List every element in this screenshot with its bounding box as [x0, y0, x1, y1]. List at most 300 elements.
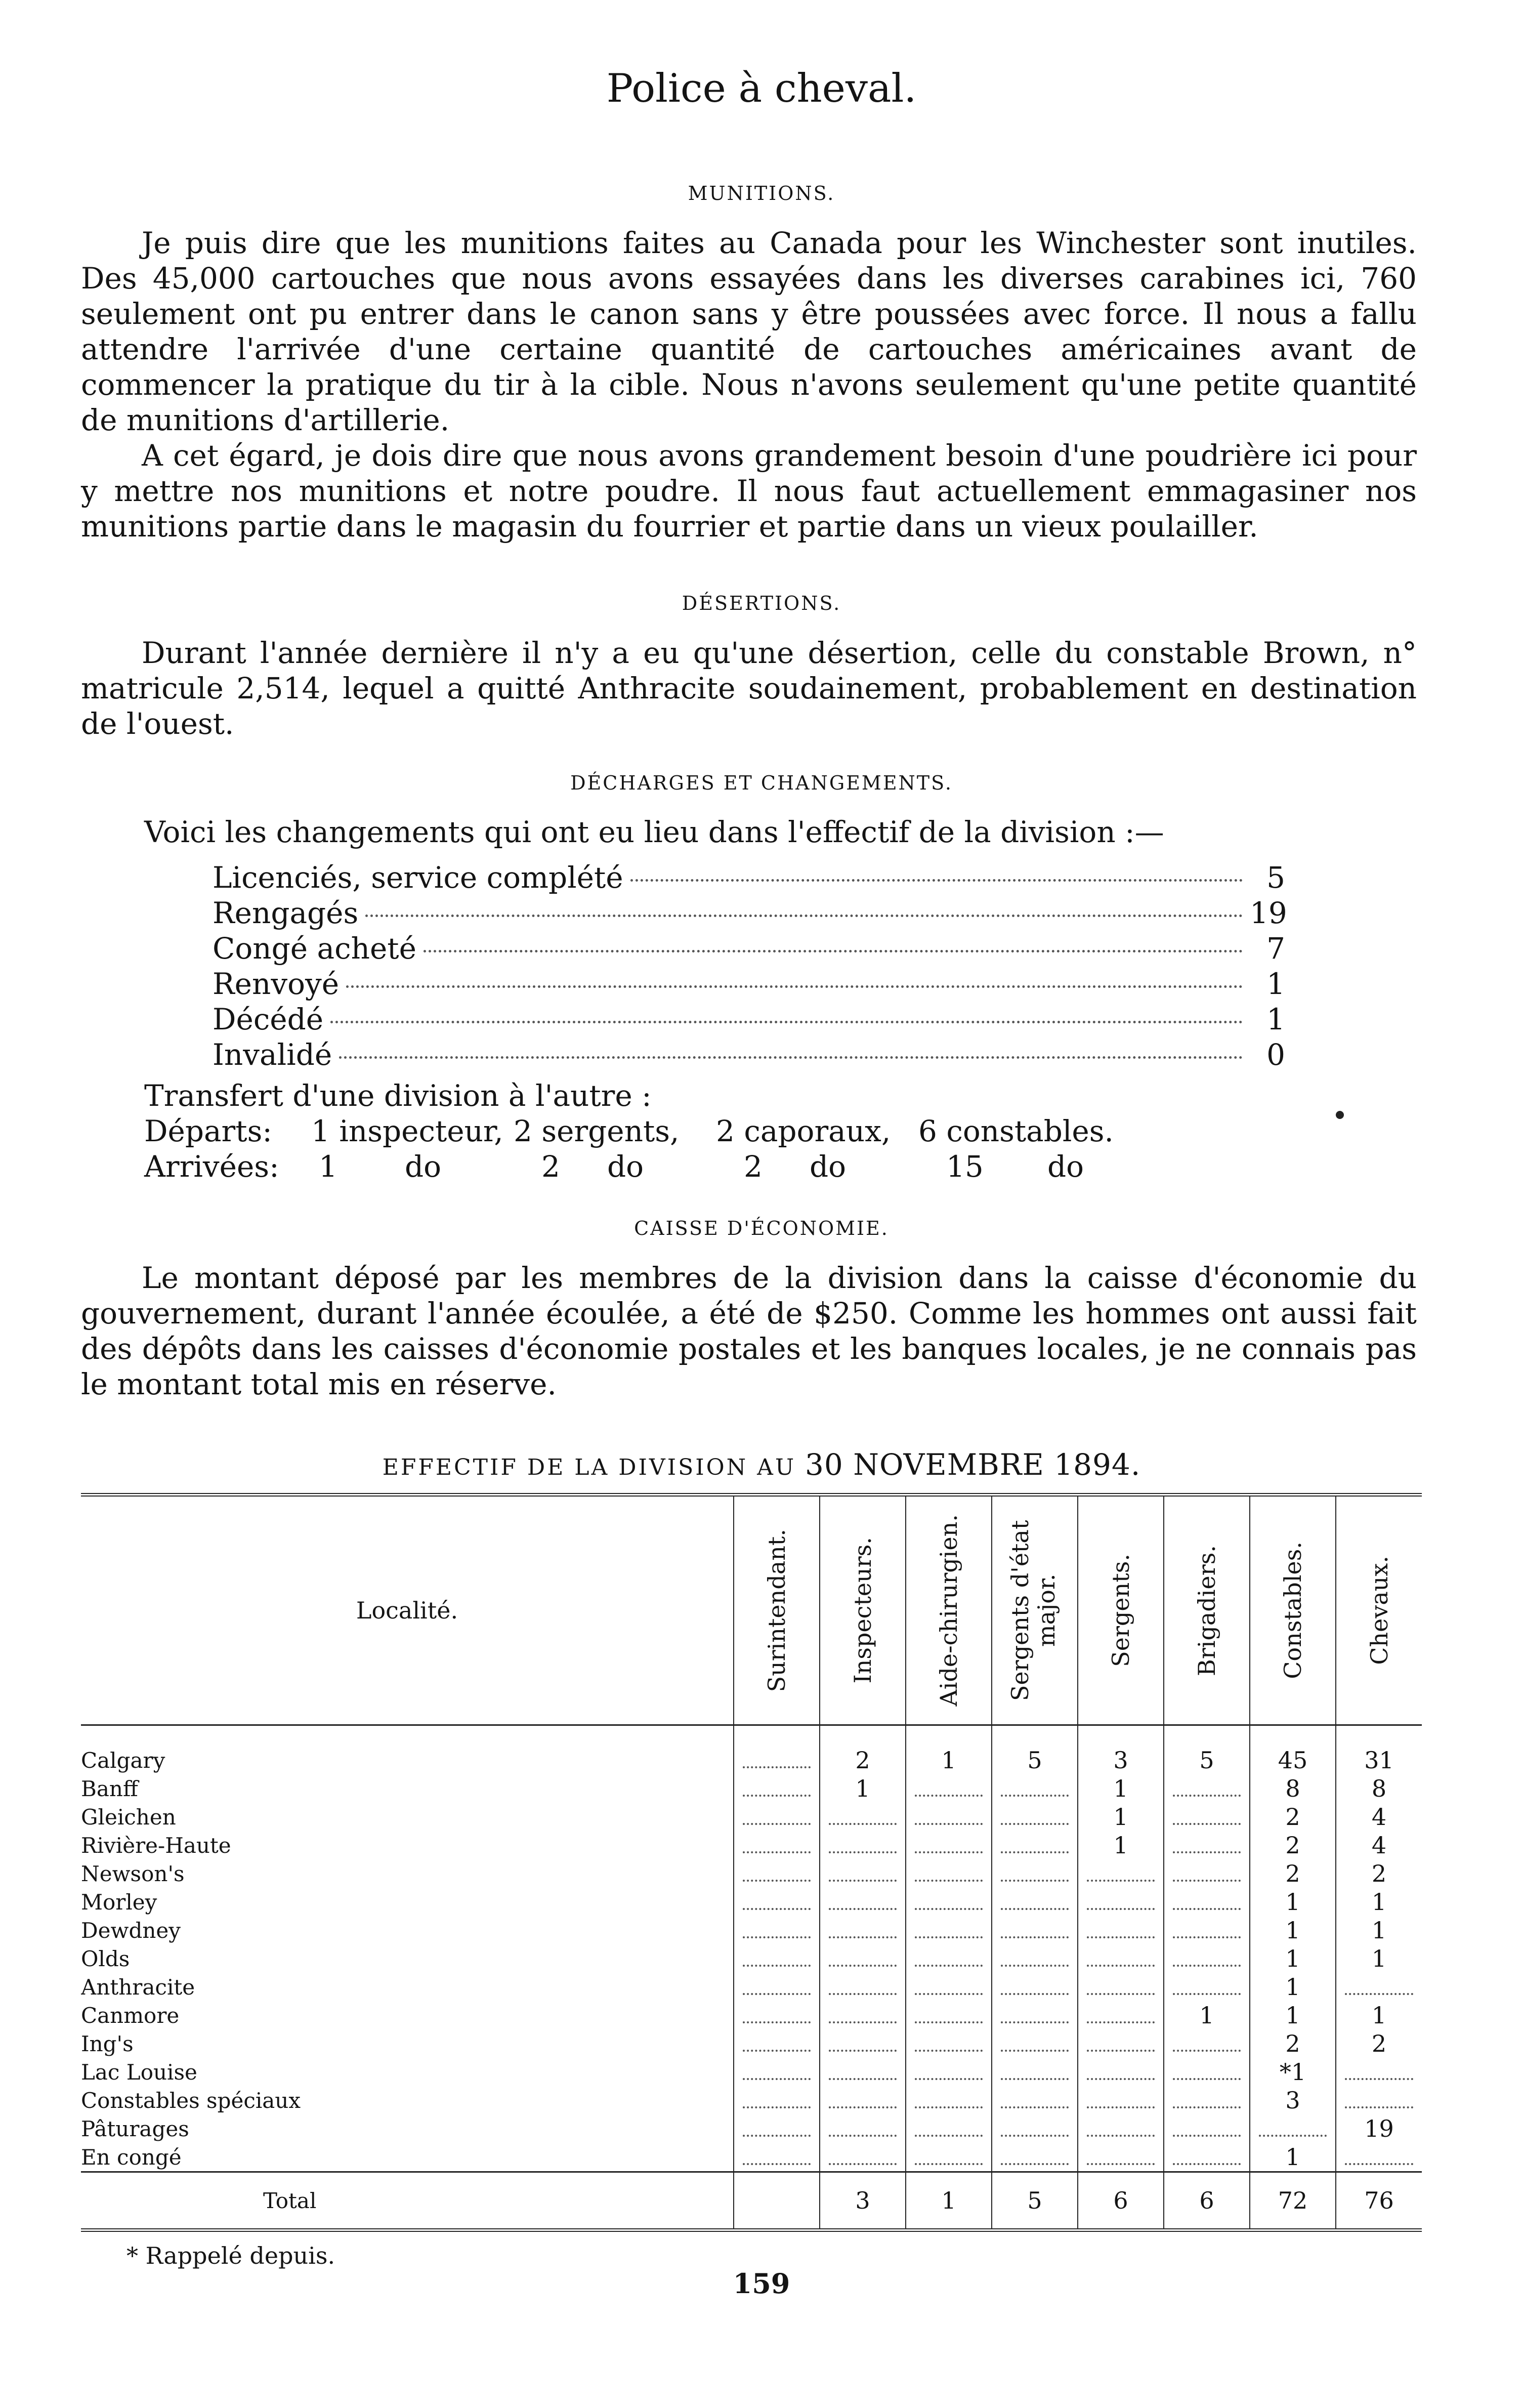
empty-cell — [734, 2058, 820, 2086]
leader-dots — [339, 1056, 1243, 1059]
empty-cell — [906, 1803, 992, 1831]
change-label: Licenciés, service complété — [213, 860, 623, 895]
column-header — [1078, 1495, 1164, 1725]
leader-dots — [1001, 1993, 1069, 1995]
leader-dots — [743, 2078, 811, 2080]
locality-cell: Dewdney — [81, 1918, 181, 1943]
locality-cell: Calgary — [81, 1748, 165, 1773]
leader-dots — [915, 1936, 983, 1938]
arrivees-item: do — [810, 1149, 847, 1184]
value-cell: 3 — [1078, 1725, 1164, 1775]
leader-dots — [915, 2078, 983, 2080]
leader-dots — [1345, 1993, 1413, 1995]
change-value: 7 — [1266, 931, 1285, 966]
empty-cell — [992, 2001, 1078, 2029]
leader-dots — [829, 2106, 897, 2108]
leader-dots — [1173, 1795, 1241, 1797]
table-row — [81, 1831, 1422, 1859]
page-number: 159 — [733, 2267, 790, 2300]
empty-cell — [734, 2143, 820, 2172]
departs-item: 1 inspecteur, — [311, 1114, 503, 1148]
leader-dots — [829, 2163, 897, 2165]
empty-cell — [992, 2058, 1078, 2086]
arrivees-item: 2 — [744, 1149, 763, 1184]
leader-dots — [915, 2021, 983, 2023]
leader-dots — [1345, 2163, 1413, 2165]
empty-cell — [734, 1944, 820, 1973]
leader-dots — [915, 2050, 983, 2052]
section-heading-munitions: MUNITIONS. — [688, 182, 835, 204]
table-row — [81, 1774, 1422, 1803]
value-cell: 5 — [992, 1725, 1078, 1775]
table-row — [81, 1888, 1422, 1916]
table-row — [81, 1916, 1422, 1944]
leader-dots — [743, 2135, 811, 2137]
empty-cell — [1336, 2086, 1422, 2114]
leader-dots — [915, 1908, 983, 1910]
change-value: 1 — [1266, 967, 1285, 1001]
arrivees-item: do — [405, 1149, 442, 1184]
leader-dots — [829, 2135, 897, 2137]
empty-cell — [820, 1803, 906, 1831]
empty-cell — [1164, 1774, 1250, 1803]
empty-cell — [820, 2114, 906, 2143]
munitions-text — [81, 225, 1417, 544]
empty-cell — [1164, 1831, 1250, 1859]
leader-dots — [829, 1880, 897, 1882]
locality-cell: Gleichen — [81, 1804, 176, 1830]
column-header-label: Brigadiers. — [1193, 1545, 1220, 1676]
empty-cell — [734, 2001, 820, 2029]
empty-cell — [1164, 1888, 1250, 1916]
value-cell: 1 — [1336, 1916, 1422, 1944]
arrivees-item: do — [607, 1149, 644, 1184]
table-row — [81, 1803, 1422, 1831]
column-header-label: Sergents. — [1107, 1554, 1134, 1667]
total-cell: 3 — [820, 2172, 906, 2230]
change-value: 1 — [1266, 1002, 1285, 1036]
table-title-date: 30 NOVEMBRE 1894. — [805, 1447, 1141, 1482]
empty-cell — [734, 1725, 820, 1775]
change-value: 5 — [1266, 860, 1285, 895]
value-cell: 2 — [1250, 1859, 1336, 1888]
empty-cell — [1078, 2029, 1164, 2058]
departs-label: Départs: — [144, 1114, 272, 1148]
leader-dots — [829, 1851, 897, 1853]
empty-cell — [820, 1973, 906, 2001]
change-row — [213, 967, 1285, 1002]
total-cell: 6 — [1078, 2172, 1164, 2230]
empty-cell — [906, 2001, 992, 2029]
leader-dots — [915, 1880, 983, 1882]
leader-dots — [1173, 1908, 1241, 1910]
table-row — [81, 2114, 1422, 2143]
page-title: Police à cheval. — [606, 66, 917, 111]
column-header-label: Constables. — [1279, 1542, 1306, 1679]
column-header — [734, 1495, 820, 1725]
leader-dots — [1001, 1908, 1069, 1910]
empty-cell — [1164, 2086, 1250, 2114]
value-cell: 45 — [1250, 1725, 1336, 1775]
column-header-label: Aide-chirurgien. — [935, 1514, 962, 1707]
leader-dots — [743, 2106, 811, 2108]
leader-dots — [915, 1851, 983, 1853]
change-row — [213, 860, 1285, 896]
arrivees-item: do — [1047, 1149, 1084, 1184]
section-heading-decharges: DÉCHARGES ET CHANGEMENTS. — [570, 772, 953, 794]
leader-dots — [1001, 1823, 1069, 1825]
locality-cell: Constables spéciaux — [81, 2088, 301, 2113]
desertions-paragraph: Durant l'année dernière il n'y a eu qu'une désertion, celle du constable Brown, n° matricule 2,514, lequel a quitté Anthracite soudainement, probablement en destination de l'ouest. — [81, 636, 1417, 741]
leader-dots — [829, 1908, 897, 1910]
leader-dots — [915, 2163, 983, 2165]
leader-dots — [1087, 1880, 1155, 1882]
total-cell: 72 — [1250, 2172, 1336, 2230]
leader-dots — [1001, 1880, 1069, 1882]
change-label: Congé acheté — [213, 931, 416, 966]
leader-dots — [630, 879, 1243, 882]
empty-cell — [992, 1859, 1078, 1888]
empty-cell — [1164, 1803, 1250, 1831]
empty-cell — [734, 1888, 820, 1916]
empty-cell — [820, 1859, 906, 1888]
leader-dots — [829, 2021, 897, 2023]
table-row — [81, 2001, 1422, 2029]
empty-cell — [992, 1803, 1078, 1831]
total-cell: 76 — [1336, 2172, 1422, 2230]
leader-dots — [1001, 2163, 1069, 2165]
total-cell: 1 — [906, 2172, 992, 2230]
arrivees-row — [144, 1149, 1114, 1184]
effectif-table — [81, 1493, 1422, 2232]
empty-cell — [1078, 2114, 1164, 2143]
empty-cell — [820, 1888, 906, 1916]
locality-cell: Lac Louise — [81, 2059, 197, 2085]
leader-dots — [1173, 1993, 1241, 1995]
column-header — [81, 1495, 734, 1725]
empty-cell — [820, 2086, 906, 2114]
leader-dots — [743, 1880, 811, 1882]
empty-cell — [1164, 2029, 1250, 2058]
change-label: Décédé — [213, 1002, 324, 1036]
leader-dots — [1001, 1965, 1069, 1967]
value-cell: 1 — [820, 1774, 906, 1803]
column-header-label: Inspecteurs. — [849, 1537, 876, 1684]
empty-cell — [1336, 2143, 1422, 2172]
empty-cell — [992, 1774, 1078, 1803]
locality-cell: Morley — [81, 1889, 157, 1915]
leader-dots — [829, 1936, 897, 1938]
leader-dots — [743, 1965, 811, 1967]
empty-cell — [820, 2001, 906, 2029]
value-cell: 8 — [1336, 1774, 1422, 1803]
leader-dots — [1345, 2078, 1413, 2080]
leader-dots — [1173, 1851, 1241, 1853]
change-value: 0 — [1266, 1037, 1285, 1072]
departs-item: 6 constables. — [918, 1114, 1114, 1148]
leader-dots — [743, 2021, 811, 2023]
leader-dots — [1001, 2078, 1069, 2080]
column-header — [1250, 1495, 1336, 1725]
empty-cell — [734, 1831, 820, 1859]
column-header — [1164, 1495, 1250, 1725]
value-cell: 19 — [1336, 2114, 1422, 2143]
leader-dots — [915, 2135, 983, 2137]
leader-dots — [1173, 2135, 1241, 2137]
table-row — [81, 1973, 1422, 2001]
locality-cell: Rivière-Haute — [81, 1833, 231, 1858]
locality-cell: Olds — [81, 1946, 130, 1971]
empty-cell — [734, 1803, 820, 1831]
empty-cell — [1078, 1973, 1164, 2001]
empty-cell — [906, 2086, 992, 2114]
leader-dots — [743, 1993, 811, 1995]
value-cell: 1 — [1078, 1831, 1164, 1859]
value-cell: 1 — [1250, 2143, 1336, 2172]
leader-dots — [743, 1823, 811, 1825]
leader-dots — [1001, 2106, 1069, 2108]
empty-cell — [992, 2086, 1078, 2114]
leader-dots — [1001, 2050, 1069, 2052]
empty-cell — [906, 2143, 992, 2172]
empty-cell — [734, 1973, 820, 2001]
leader-dots — [1087, 1908, 1155, 1910]
table-row — [81, 1859, 1422, 1888]
leader-dots — [365, 915, 1243, 917]
value-cell: 31 — [1336, 1725, 1422, 1775]
change-row — [213, 931, 1285, 967]
leader-dots — [1087, 1936, 1155, 1938]
empty-cell — [992, 2114, 1078, 2143]
locality-cell: Banff — [81, 1776, 138, 1801]
empty-cell — [1336, 1973, 1422, 2001]
changes-lead: Voici les changements qui ont eu lieu dans l'effectif de la division :— — [144, 815, 1164, 849]
leader-dots — [1173, 2078, 1241, 2080]
locality-cell: Newson's — [81, 1861, 185, 1886]
empty-cell — [734, 2029, 820, 2058]
value-cell: 1 — [1250, 1888, 1336, 1916]
empty-cell — [820, 2058, 906, 2086]
leader-dots — [1087, 2163, 1155, 2165]
table-row — [81, 2058, 1422, 2086]
value-cell: *1 — [1250, 2058, 1336, 2086]
departs-row — [144, 1113, 1114, 1149]
leader-dots — [915, 1965, 983, 1967]
change-label: Rengagés — [213, 896, 359, 930]
value-cell: 4 — [1336, 1831, 1422, 1859]
leader-dots — [1087, 2050, 1155, 2052]
empty-cell — [1078, 2086, 1164, 2114]
change-label: Invalidé — [213, 1037, 332, 1072]
value-cell: 3 — [1250, 2086, 1336, 2114]
empty-cell — [906, 1859, 992, 1888]
empty-cell — [734, 2114, 820, 2143]
leader-dots — [1001, 2021, 1069, 2023]
value-cell: 1 — [1164, 2001, 1250, 2029]
leader-dots — [829, 2078, 897, 2080]
table-row — [81, 1944, 1422, 1973]
empty-cell — [906, 1944, 992, 1973]
empty-cell — [1078, 2058, 1164, 2086]
locality-cell: Ing's — [81, 2031, 134, 2056]
arrivees-item: 15 — [946, 1149, 984, 1184]
column-header — [820, 1495, 906, 1725]
section-heading-caisse: CAISSE D'ÉCONOMIE. — [634, 1217, 889, 1239]
empty-cell — [820, 2143, 906, 2172]
locality-cell: Canmore — [81, 2003, 180, 2028]
leader-dots — [1001, 1936, 1069, 1938]
leader-dots — [424, 950, 1243, 952]
empty-cell — [1078, 1916, 1164, 1944]
leader-dots — [915, 1993, 983, 1995]
leader-dots — [1087, 1993, 1155, 1995]
leader-dots — [915, 1823, 983, 1825]
empty-cell — [734, 1916, 820, 1944]
value-cell: 2 — [1250, 1831, 1336, 1859]
empty-cell — [906, 2058, 992, 2086]
empty-cell — [992, 1888, 1078, 1916]
leader-dots — [1173, 2163, 1241, 2165]
leader-dots — [829, 1993, 897, 1995]
bullet-mark — [1336, 1111, 1344, 1119]
empty-cell — [820, 1916, 906, 1944]
munitions-paragraph-1: Je puis dire que les munitions faites au Canada pour les Winchester sont inutiles. Des 45,000 cartouches que nous avons essayées dans les diverses carabines ici, 760 seulement ont pu entrer dans le canon sans y être poussées avec force. Il nous a fallu attendre l'arrivée d'une certaine quantité de cartouches américaines avant de commencer la pratique du tir à la cible. Nous n'avons seulement qu'une petite quantité de munitions d'artillerie. — [81, 226, 1417, 437]
column-header-label: Localité. — [356, 1597, 458, 1624]
empty-cell — [906, 2114, 992, 2143]
leader-dots — [1087, 2106, 1155, 2108]
empty-cell — [992, 1831, 1078, 1859]
value-cell: 2 — [1336, 1859, 1422, 1888]
value-cell: 2 — [1250, 1803, 1336, 1831]
leader-dots — [743, 1851, 811, 1853]
leader-dots — [1087, 2135, 1155, 2137]
empty-cell — [992, 1916, 1078, 1944]
empty-cell — [1164, 1859, 1250, 1888]
column-header — [906, 1495, 992, 1725]
total-row — [81, 2172, 1422, 2230]
section-heading-desertions: DÉSERTIONS. — [682, 592, 841, 614]
value-cell: 2 — [1250, 2029, 1336, 2058]
empty-cell — [906, 1973, 992, 2001]
footnote: * Rappelé depuis. — [126, 2242, 335, 2269]
empty-cell — [906, 2029, 992, 2058]
value-cell: 1 — [1250, 2001, 1336, 2029]
locality-cell: En congé — [81, 2144, 182, 2170]
change-value: 19 — [1250, 896, 1287, 930]
empty-cell — [1336, 2058, 1422, 2086]
value-cell: 1 — [1336, 1888, 1422, 1916]
leader-dots — [1173, 1965, 1241, 1967]
change-label: Renvoyé — [213, 967, 340, 1001]
value-cell: 1 — [1250, 1916, 1336, 1944]
munitions-paragraph-2: A cet égard, je dois dire que nous avons grandement besoin d'une poudrière ici pour y mettre nos munitions et notre poudre. Il nous faut actuellement emmagasiner nos munitions partie dans le magasin du fourrier et partie dans un vieux poulailler. — [81, 438, 1417, 544]
leader-dots — [1345, 2106, 1413, 2108]
leader-dots — [1001, 1795, 1069, 1797]
table-header-row — [81, 1495, 1422, 1725]
leader-dots — [829, 2050, 897, 2052]
leader-dots — [1087, 1965, 1155, 1967]
leader-dots — [743, 1795, 811, 1797]
arrivees-item: 1 — [319, 1149, 337, 1184]
empty-cell — [1164, 2058, 1250, 2086]
empty-cell — [1164, 1973, 1250, 2001]
locality-cell: Pâturages — [81, 2116, 189, 2141]
departs-item: 2 caporaux, — [716, 1114, 891, 1148]
changes-list — [213, 860, 1285, 1073]
empty-cell — [1078, 2143, 1164, 2172]
column-header-label: Surintendant. — [763, 1528, 790, 1692]
empty-cell — [734, 1774, 820, 1803]
empty-cell — [1078, 1888, 1164, 1916]
empty-cell — [1078, 2001, 1164, 2029]
value-cell: 1 — [1078, 1803, 1164, 1831]
column-header — [992, 1495, 1078, 1725]
table-row — [81, 1725, 1422, 1775]
table-row — [81, 2029, 1422, 2058]
empty-cell — [820, 1831, 906, 1859]
table-title — [0, 1447, 1523, 1482]
column-header-label: Sergents d'état major. — [1006, 1520, 1060, 1701]
empty-cell — [992, 2143, 1078, 2172]
empty-cell — [1164, 2143, 1250, 2172]
value-cell: 5 — [1164, 1725, 1250, 1775]
leader-dots — [1259, 2135, 1327, 2137]
column-header-label: Chevaux. — [1365, 1556, 1393, 1665]
empty-cell — [906, 1831, 992, 1859]
transfer-heading: Transfert d'une division à l'autre : — [144, 1078, 652, 1113]
total-cell: 6 — [1164, 2172, 1250, 2230]
value-cell: 1 — [1336, 1944, 1422, 1973]
caisse-paragraph: Le montant déposé par les membres de la division dans la caisse d'économie du gouvernement, durant l'année écoulée, a été de $250. Comme les hommes ont aussi fait des dépôts dans les caisses d'économie postales et les banques locales, je ne connais pas le montant total mis en réserve. — [81, 1261, 1417, 1401]
value-cell: 1 — [1336, 2001, 1422, 2029]
leader-dots — [743, 1766, 811, 1768]
leader-dots — [829, 1823, 897, 1825]
value-cell: 1 — [1250, 1973, 1336, 2001]
leader-dots — [743, 1936, 811, 1938]
empty-cell — [820, 2029, 906, 2058]
table-row — [81, 2143, 1422, 2172]
empty-cell — [1078, 1859, 1164, 1888]
change-row — [213, 896, 1285, 931]
leader-dots — [1173, 2050, 1241, 2052]
value-cell: 1 — [906, 1725, 992, 1775]
value-cell: 4 — [1336, 1803, 1422, 1831]
table-row — [81, 2086, 1422, 2114]
leader-dots — [915, 2106, 983, 2108]
empty-cell — [906, 1774, 992, 1803]
empty-cell — [992, 1973, 1078, 2001]
leader-dots — [743, 2163, 811, 2165]
total-label: Total — [263, 2188, 317, 2213]
locality-cell: Anthracite — [81, 1974, 195, 2000]
empty-cell — [992, 1944, 1078, 1973]
total-cell — [734, 2172, 820, 2230]
table-title-text: EFFECTIF DE LA DIVISION AU — [382, 1455, 796, 1480]
value-cell: 8 — [1250, 1774, 1336, 1803]
change-row — [213, 1037, 1285, 1073]
empty-cell — [906, 1916, 992, 1944]
empty-cell — [992, 2029, 1078, 2058]
leader-dots — [1173, 1823, 1241, 1825]
leader-dots — [1173, 2106, 1241, 2108]
leader-dots — [915, 1795, 983, 1797]
empty-cell — [734, 2086, 820, 2114]
caisse-text — [81, 1260, 1417, 1402]
leader-dots — [743, 1908, 811, 1910]
total-cell: 5 — [992, 2172, 1078, 2230]
change-row — [213, 1002, 1285, 1037]
leader-dots — [1173, 1936, 1241, 1938]
